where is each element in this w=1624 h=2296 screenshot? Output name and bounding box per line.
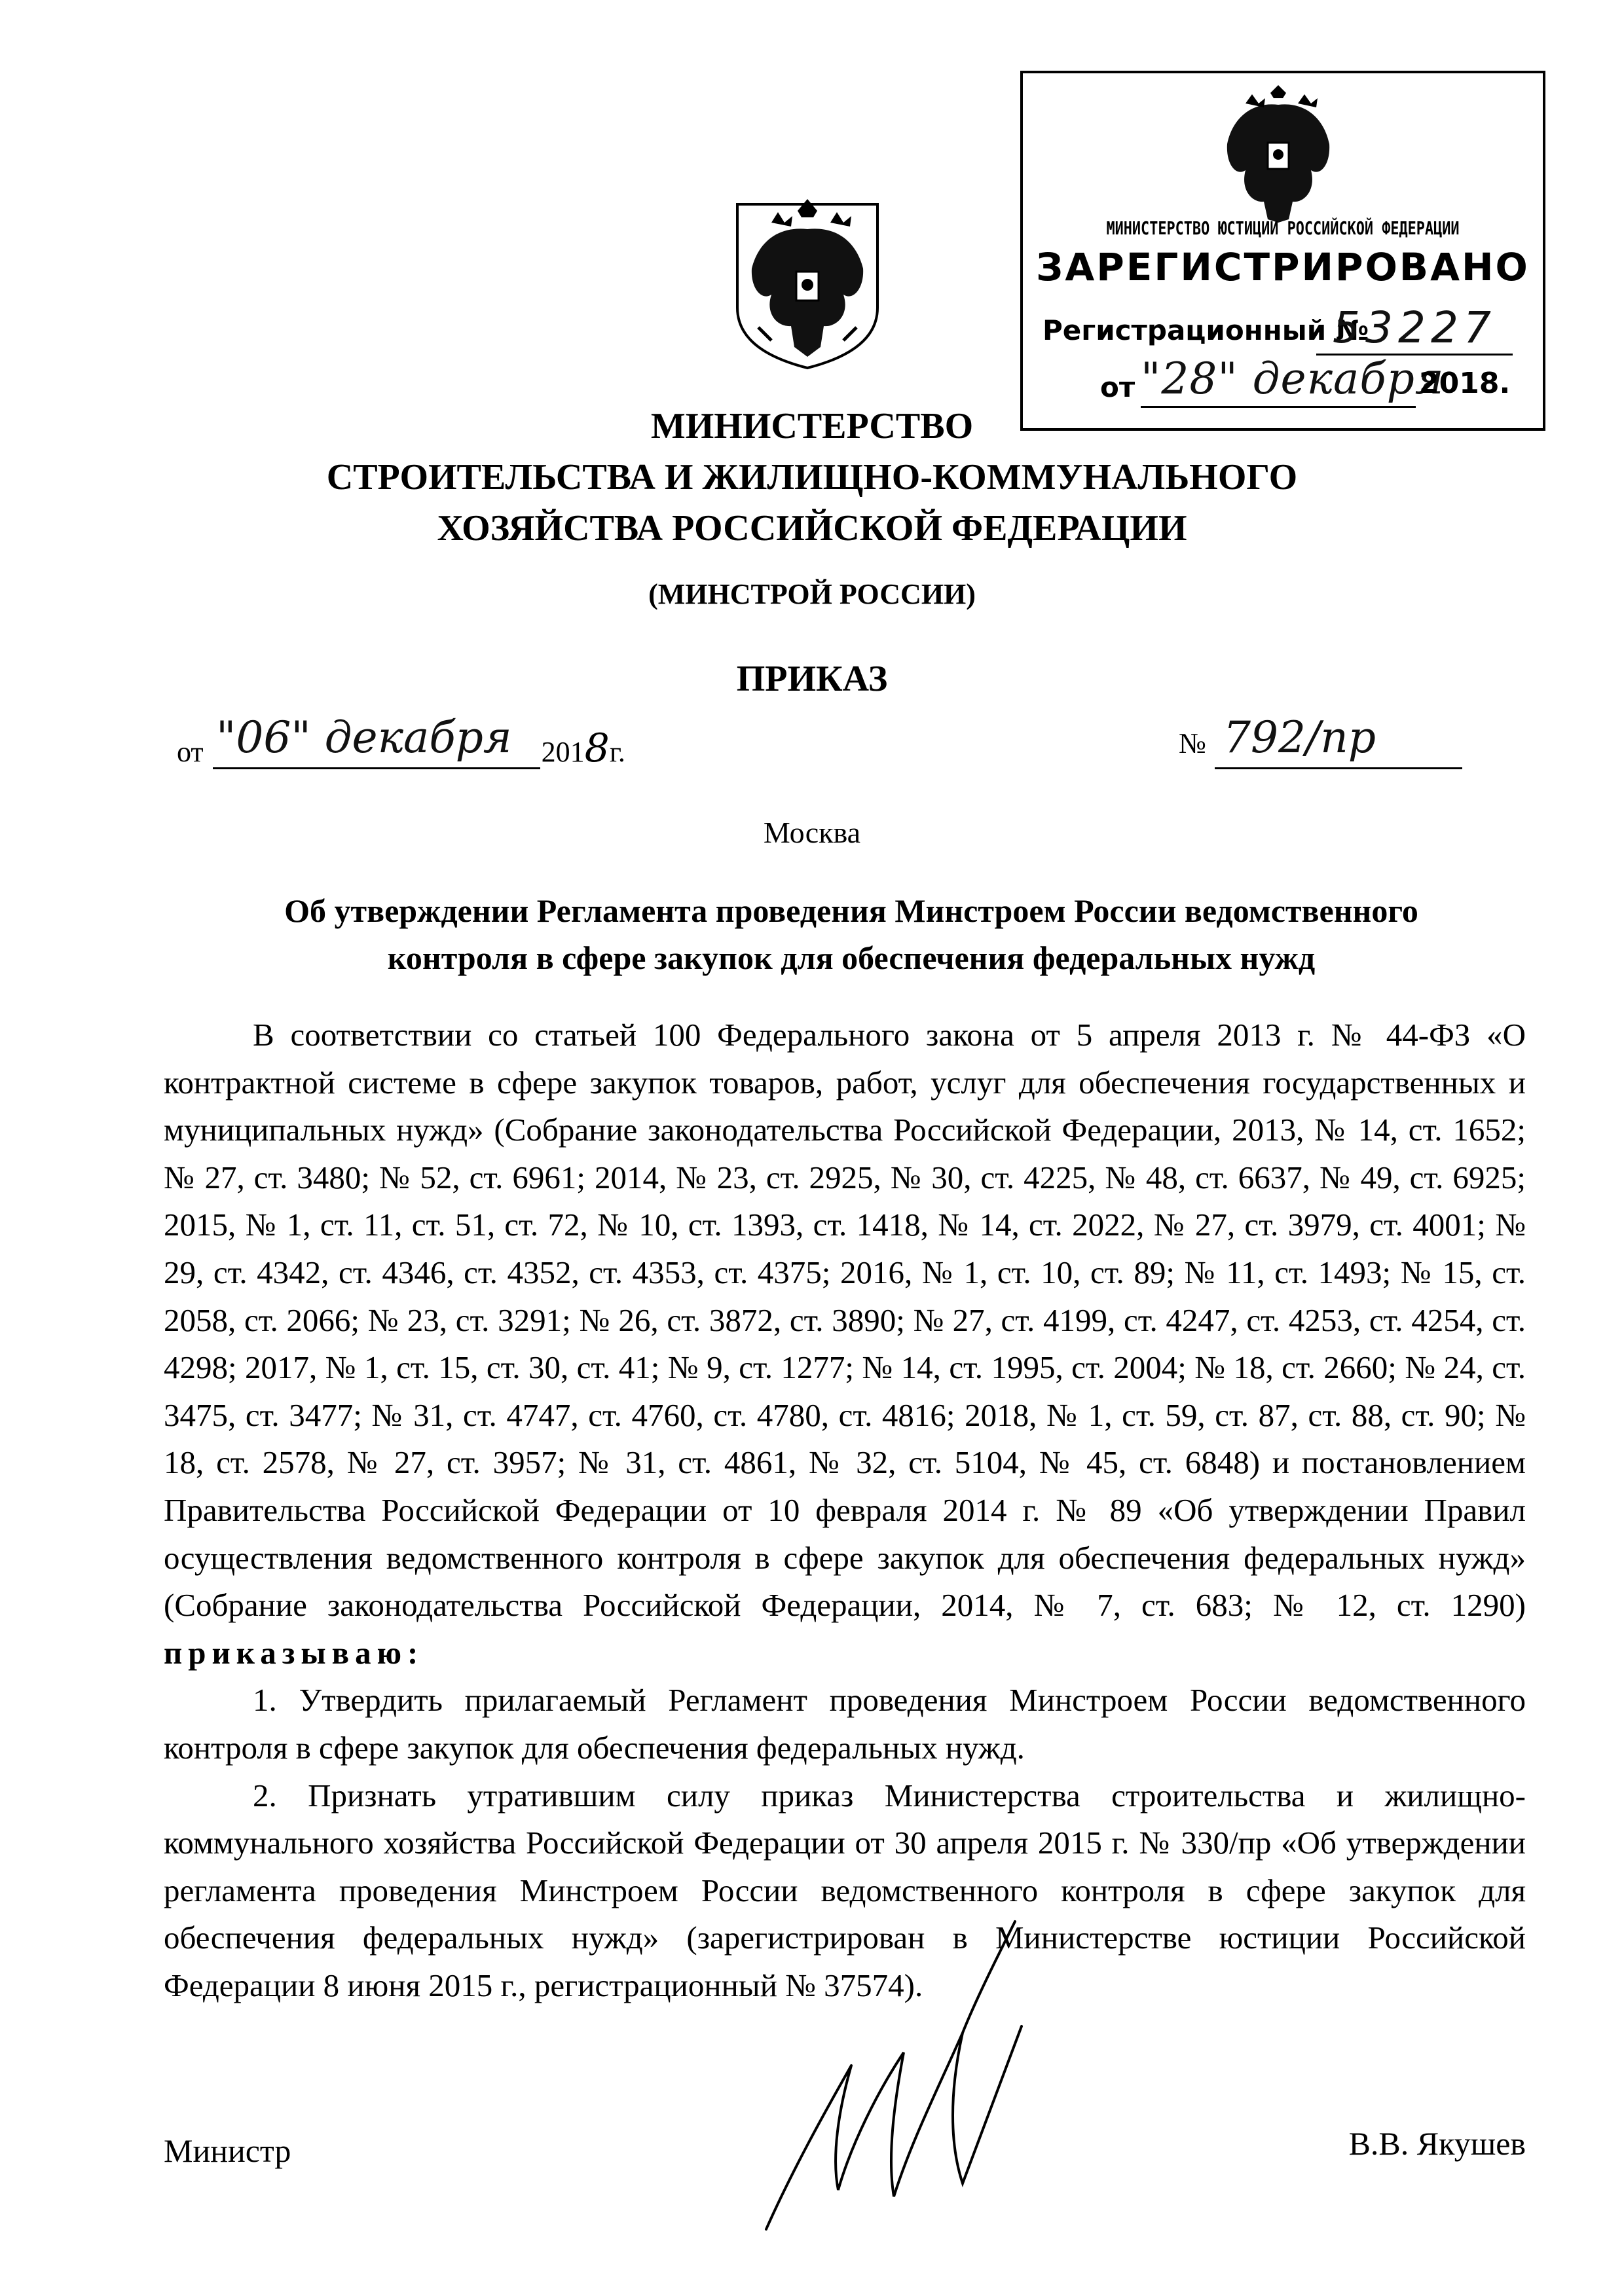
order-date-g: г.: [609, 736, 625, 768]
order-number-label: №: [1179, 727, 1206, 759]
stamp-date-year: 2018.: [1419, 367, 1511, 400]
stamp-reg-label: Регистрационный №: [1043, 314, 1369, 346]
order-date-prefix: от: [177, 736, 204, 768]
stamp-date-handwritten: "28" декабря: [1141, 354, 1445, 404]
coat-of-arms-icon: [732, 196, 883, 373]
preamble-paragraph: [164, 1011, 1526, 1677]
order-subject: [151, 887, 1552, 981]
order-body: [164, 1011, 1526, 2009]
order-date-year-handwritten: 8: [584, 725, 610, 771]
subject-line-1: Об утверждении Регламента проведения Минстроем России ведомственного: [284, 892, 1418, 929]
handwritten-signature: [753, 1895, 1048, 2236]
subject-line-2: контроля в сфере закупок для обеспечения федеральных нужд: [387, 939, 1316, 976]
city: Москва: [763, 816, 861, 849]
preamble-text: В соответствии со статьей 100 Федерального закона от 5 апреля 2013 г. № 44-ФЗ «О контрактной системе в сфере закупок товаров, работ, услуг для обеспечения государственных и муниципальных нужд» (Собрание законодательства Российской Федерации, 2013, № 14, ст. 1652; № 27, ст. 3480; № 52, ст. 6961; 2014, № 23, ст. 2925, № 30, ст. 4225, № 48, ст. 6637, № 49, ст. 6925; 2015, № 1, ст. 11, ст. 51, ст. 72, № 10, ст. 1393, ст. 1418, № 14, ст. 2022, № 27, ст. 3979, ст. 4001; № 29, ст. 4342, ст. 4346, ст. 4352, ст. 4353, ст. 4375; 2016, № 1, ст. 10, ст. 89; № 11, ст. 1493; № 15, ст. 2058, ст. 2066; № 23, ст. 3291; № 26, ст. 3872, ст. 3890; № 27, ст. 4199, ст. 4247, ст. 4253, ст. 4254, ст. 4298; 2017, № 1, ст. 15, ст. 30, ст. 41; № 9, ст. 1277; № 14, ст. 1995, ст. 2004; № 18, ст. 2660; № 24, ст. 3475, ст. 3477; № 31, ст. 4747, ст. 4760, ст. 4780, ст. 4816; 2018, № 1, ст. 59, ст. 87, ст. 88, ст. 90; № 18, ст. 2578, № 27, ст. 3957; № 31, ст. 4861, № 32, ст. 5104, № 45, ст. 6848) и постановлением Правительства Российской Федерации от 10 февраля 2014 г. № 89 «Об утверждении Правил осуществления ведомственного контроля в сфере закупок для обеспечения федеральных нужд» (Собрание законодательства Российской Федерации, 2014, № 7, ст. 683; № 12, ст. 1290): [164, 1017, 1526, 1624]
order-word: приказываю:: [164, 1634, 424, 1671]
minister-title: Министр: [164, 2132, 291, 2169]
order-date-handwritten: "06" декабря: [216, 712, 512, 763]
stamp-coat-of-arms-icon: [1213, 85, 1344, 223]
stamp-reg-number: 53227: [1333, 302, 1496, 353]
ministry-line-3: ХОЗЯЙСТВА РОССИЙСКОЙ ФЕДЕРАЦИИ: [437, 508, 1187, 549]
minister-name: В.В. Якушев: [1348, 2125, 1526, 2162]
ministry-heading: [0, 401, 1624, 554]
item-1-paragraph: 1. Утвердить прилагаемый Регламент проведения Минстроем России ведомственного контроля в сфере закупок для обеспечения федеральных нужд.: [164, 1682, 1526, 1766]
stamp-registered-text: ЗАРЕГИСТРИРОВАНО: [1036, 245, 1530, 289]
order-date-year: 201: [541, 736, 585, 768]
order-number-underline: [1215, 767, 1462, 769]
order-number-handwritten: 792/пр: [1223, 712, 1376, 763]
order-title: ПРИКАЗ: [736, 659, 888, 699]
ministry-line-2: СТРОИТЕЛЬСТВА И ЖИЛИЩНО-КОММУНАЛЬНОГО: [326, 457, 1298, 498]
ministry-line-1: МИНИСТЕРСТВО: [650, 406, 974, 446]
stamp-date-prefix: от: [1100, 371, 1135, 403]
ministry-short-name: (МИНСТРОЙ РОССИИ): [648, 578, 976, 610]
stamp-ministry-text: МИНИСТЕРСТВО ЮСТИЦИИ РОССИЙСКОЙ ФЕДЕРАЦИИ: [1106, 217, 1460, 239]
order-date-underline: [213, 767, 540, 769]
item-2-paragraph: 2. Признать утратившим силу приказ Министерства строительства и жилищно-коммунального хозяйства Российской Федерации от 30 апреля 2015 г. № 330/пр «Об утверждении регламента проведения Минстроем России ведомственного контроля в сфере закупок для обеспечения федеральных нужд» (зарегистрирован в Министерстве юстиции Российской Федерации 8 июня 2015 г., регистрационный № 37574).: [164, 1777, 1526, 2003]
registration-stamp: [1020, 71, 1545, 431]
